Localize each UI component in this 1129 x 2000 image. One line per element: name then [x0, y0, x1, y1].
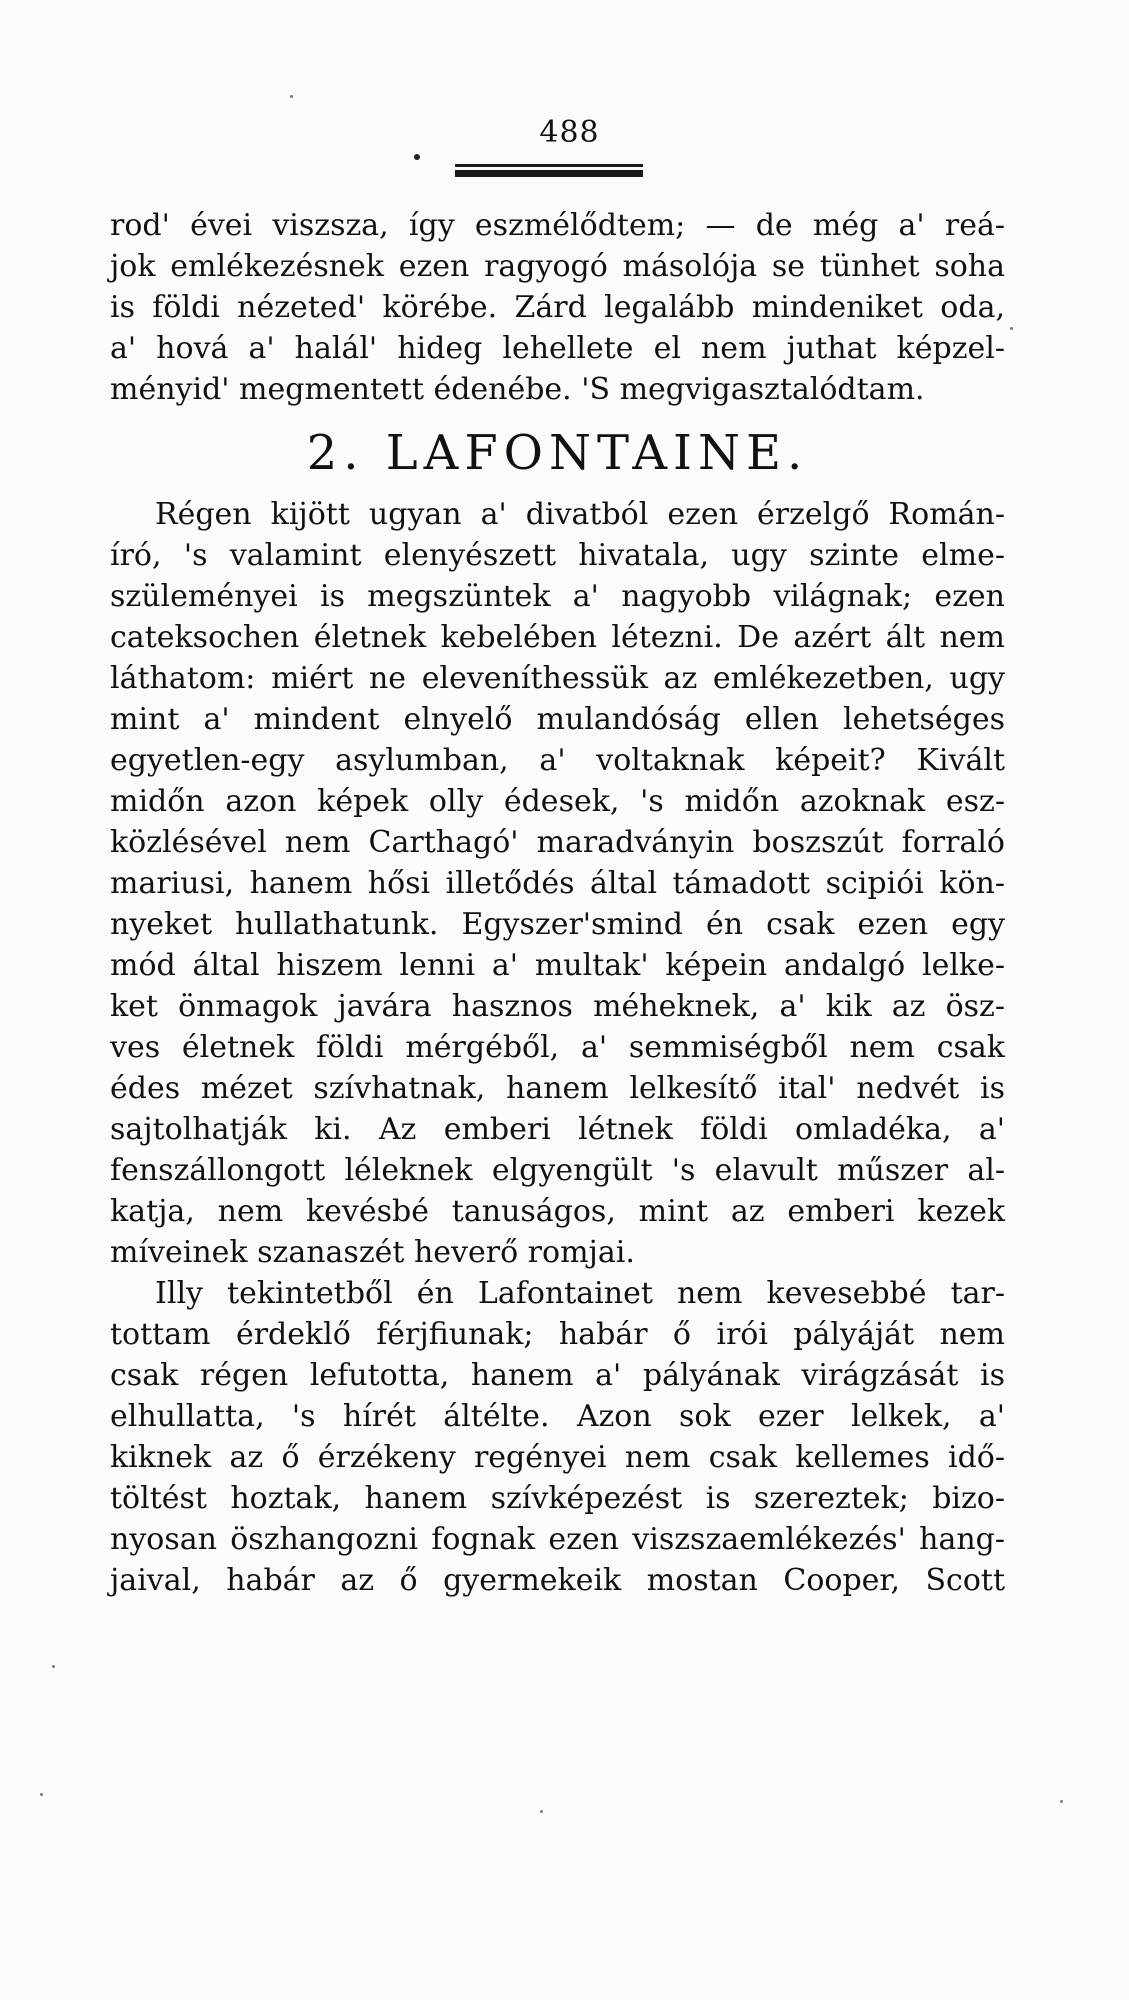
text-line: nyeket hullathatunk. Egyszer'smind én csak ezen egy: [110, 907, 1005, 942]
text-line: író, 's valamint elenyészett hivatala, ugy szinte elme-: [110, 538, 1005, 573]
text-line: rod' évei viszsza, így eszmélődtem; — de még a' reá-: [110, 208, 1005, 243]
text-line: Illy tekintetből én Lafontainet nem kevesebbé tar-: [155, 1276, 1005, 1311]
text-line: mariusi, hanem hősi illetődés által támadott scipiói kön-: [110, 866, 1005, 901]
header-rule-thin: [455, 164, 643, 167]
paper-speck: [1010, 327, 1013, 330]
text-line: mint a' mindent elnyelő mulandóság ellen lehetséges: [110, 702, 1005, 737]
paper-speck: [540, 1810, 543, 1813]
text-line: töltést hoztak, hanem szívképezést is szereztek; bizo-: [110, 1481, 1005, 1516]
text-line: míveinek szanaszét heverő romjai.: [110, 1235, 635, 1270]
text-line: jok emlékezésnek ezen ragyogó másolója se tünhet soha: [110, 249, 1005, 284]
text-line: kiknek az ő érzékeny regényei nem csak kellemes idő-: [110, 1440, 1005, 1475]
text-line: egyetlen-egy asylumban, a' voltaknak képeit? Kivált: [110, 743, 1005, 778]
paper-speck: [290, 95, 293, 98]
text-line: ves életnek földi mérgéből, a' semmiségből nem csak: [110, 1030, 1005, 1065]
page-header: [0, 115, 1129, 150]
text-line: katja, nem kevésbé tanuságos, mint az emberi kezek: [110, 1194, 1005, 1229]
text-line: cateksochen életnek kebelében létezni. De azért ált nem: [110, 620, 1005, 655]
text-line: édes mézet szívhatnak, hanem lelkesítő ital' nedvét is: [110, 1071, 1005, 1106]
text-line: a' hová a' halál' hideg lehellete el nem juthat képzel-: [110, 331, 1005, 366]
text-line: sajtolhatják ki. Az emberi létnek földi omladéka, a': [110, 1112, 1005, 1147]
ink-dot: [414, 154, 420, 160]
section-heading: 2. LAFONTAINE.: [306, 425, 809, 481]
text-line: szüleményei is megszüntek a' nagyobb világnak; ezen: [110, 579, 1005, 614]
text-line: elhullatta, 's hírét áltélte. Azon sok ezer lelkek, a': [110, 1399, 1005, 1434]
text-line: láthatom: miért ne eleveníthessük az emlékezetben, ugy: [110, 661, 1005, 696]
page-body: [110, 205, 1005, 1601]
paragraph-1: [110, 494, 1005, 1273]
page-number: 488: [539, 115, 600, 150]
text-line: nyosan öszhangozni fognak ezen viszszaemlékezés' hang-: [110, 1522, 1005, 1557]
paper-speck: [1060, 1800, 1063, 1803]
text-line: mód által hiszem lenni a' multak' képein andalgó lelke-: [110, 948, 1005, 983]
text-line: midőn azon képek olly édesek, 's midőn azoknak esz-: [110, 784, 1005, 819]
text-line: ményid' megmentett édenébe. 'S megvigasztalódtam.: [110, 372, 925, 407]
text-line: is földi nézeted' körébe. Zárd legalább mindeniket oda,: [110, 290, 1005, 325]
paragraph-2: [110, 1273, 1005, 1601]
text-line: csak régen lefutotta, hanem a' pályának virágzását is: [110, 1358, 1005, 1393]
intro-paragraph: [110, 205, 1005, 410]
header-rule: [455, 164, 643, 180]
text-line: tottam érdeklő férjfiunak; habár ő irói pályáját nem: [110, 1317, 1005, 1352]
text-line: Régen kijött ugyan a' divatból ezen érzelgő Román-: [155, 497, 1005, 532]
paper-speck: [52, 1665, 55, 1668]
text-line: ket önmagok javára hasznos méheknek, a' kik az ösz-: [110, 989, 1005, 1024]
paper-speck: [40, 1793, 43, 1796]
text-line: közlésével nem Carthagó' maradványin boszszút forraló: [110, 825, 1005, 860]
header-rule-thick: [455, 170, 643, 177]
text-line: jaival, habár az ő gyermekeik mostan Cooper, Scott: [110, 1563, 1005, 1598]
text-line: fenszállongott léleknek elgyengült 's elavult műszer al-: [110, 1153, 1005, 1188]
